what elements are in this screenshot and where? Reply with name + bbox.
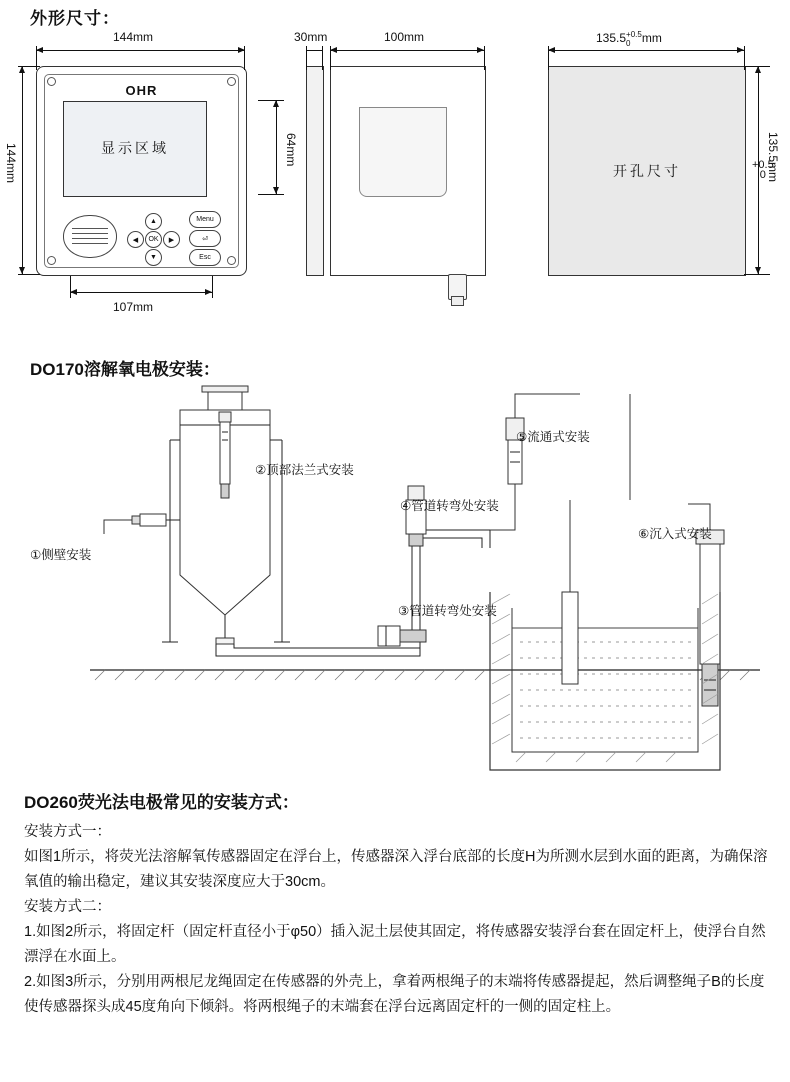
- screw-icon: [47, 256, 56, 265]
- dim-arrow-icon: [755, 66, 761, 73]
- brand-label: OHR: [125, 83, 158, 98]
- cutout-label: 开孔尺寸: [613, 163, 681, 179]
- front-bottom-width-dimline: [70, 292, 212, 293]
- cutout-height-tol-up: +0.5: [752, 159, 774, 171]
- callout-5-flow-cell: ⑤流通式安装: [516, 430, 590, 444]
- side-panel-bezel: [306, 66, 324, 276]
- way2-title: 安装方式二：: [24, 899, 111, 915]
- side-body-label: 100mm: [384, 30, 425, 44]
- screw-icon: [227, 256, 236, 265]
- callout-2-top-flange: ②顶部法兰式安装: [255, 463, 354, 477]
- front-height-label: 144mm: [4, 143, 18, 184]
- enter-button[interactable]: ⏎: [189, 230, 221, 247]
- callout-4-pipe-elbow: ④管道转弯处安装: [400, 499, 499, 513]
- do260-section-title: DO260荧光法电极常见的安装方式：: [24, 793, 299, 812]
- front-width-dimline: [36, 50, 245, 51]
- way2-item-2: 2.如图3所示，分别用两根尼龙绳固定在传感器的外壳上，拿着两根绳子的末端将传感器提起，然后调整绳子B的长度使传感器探头成45度角向下倾斜。将两根绳子的末端套在浮台远离固定杆的一侧的固定柱上。: [24, 974, 765, 1015]
- cutout-width-tol-dn: 0: [626, 39, 631, 48]
- way1-body: 如图1所示，将荧光法溶解氧传感器固定在浮台上，传感器深入浮台底部的长度H为所测水层到水面的距离，为确保溶氧值的输出稳定，建议其安装深度应大于30cm。: [24, 849, 768, 890]
- up-arrow-button[interactable]: ▲: [145, 213, 162, 230]
- right-arrow-button[interactable]: ▶: [163, 231, 180, 248]
- dim-arrow-icon: [36, 47, 43, 53]
- cutout-width-value: 135.5: [596, 31, 627, 46]
- cutout-height-tolerance: [752, 160, 774, 180]
- side-thin-dimline: [306, 50, 322, 51]
- ok-button[interactable]: OK: [145, 231, 162, 248]
- dim-arrow-icon: [273, 100, 279, 107]
- dim-arrow-icon: [19, 267, 25, 274]
- dim-arrow-icon: [755, 267, 761, 274]
- dim-arrow-icon: [548, 47, 555, 53]
- dim-arrow-icon: [205, 289, 212, 295]
- down-arrow-button[interactable]: ▼: [145, 249, 162, 266]
- dim-arrow-icon: [19, 66, 25, 73]
- cutout-height-value: 135.5: [766, 132, 780, 163]
- screen-height-label: 64mm: [284, 133, 298, 167]
- page-title: 外形尺寸：: [30, 9, 120, 28]
- do170-installation-diagram: [20, 380, 780, 800]
- cable-gland-tip: [451, 296, 464, 306]
- side-thin-label: 30mm: [294, 30, 328, 44]
- way2-item-1: 1.如图2所示，将固定杆（固定杆直径小于φ50）插入泥土层使其固定，将传感器安装浮台套在固定杆上，使浮台自然漂浮在水面上。: [24, 924, 766, 965]
- do260-instructions: [24, 820, 772, 1020]
- front-width-label: 144mm: [113, 30, 154, 44]
- left-arrow-button[interactable]: ◀: [127, 231, 144, 248]
- menu-button[interactable]: Menu: [189, 211, 221, 228]
- instrument-front-case: [36, 66, 247, 276]
- front-bottom-width-label: 107mm: [113, 300, 154, 314]
- dim-arrow-icon: [330, 47, 337, 53]
- cutout-height-unit: mm: [766, 162, 780, 183]
- side-body-dimline: [330, 50, 484, 51]
- cutout-width-dimline: [548, 50, 744, 51]
- panel-cutout: [548, 66, 746, 276]
- screen-height-dimline: [276, 100, 277, 194]
- rotary-knob[interactable]: [63, 215, 117, 258]
- front-height-dimline: [22, 66, 23, 274]
- cutout-height-tol-dn: 0: [759, 169, 766, 181]
- cutout-width-label: [596, 30, 662, 48]
- cutout-width-tolerance: [626, 30, 642, 48]
- side-body-inner: [359, 107, 447, 197]
- cutout-width-unit: mm: [641, 31, 662, 46]
- dim-arrow-icon: [273, 187, 279, 194]
- display-area-label: 显示区域: [101, 140, 169, 156]
- callout-1-side-wall: ①侧壁安装: [30, 548, 92, 562]
- cutout-width-tol-up: +0.5: [626, 30, 642, 39]
- way1-title: 安装方式一：: [24, 824, 111, 840]
- callout-3-pipe-elbow: ③管道转弯处安装: [398, 604, 497, 618]
- side-panel-body: [330, 66, 486, 276]
- esc-button[interactable]: Esc: [189, 249, 221, 266]
- do170-section-title: DO170溶解氧电极安装：: [30, 360, 220, 379]
- dim-arrow-icon: [737, 47, 744, 53]
- dim-arrow-icon: [477, 47, 484, 53]
- dim-arrow-icon: [70, 289, 77, 295]
- display-screen: [63, 101, 207, 197]
- callout-6-submersible: ⑥沉入式安装: [638, 527, 712, 541]
